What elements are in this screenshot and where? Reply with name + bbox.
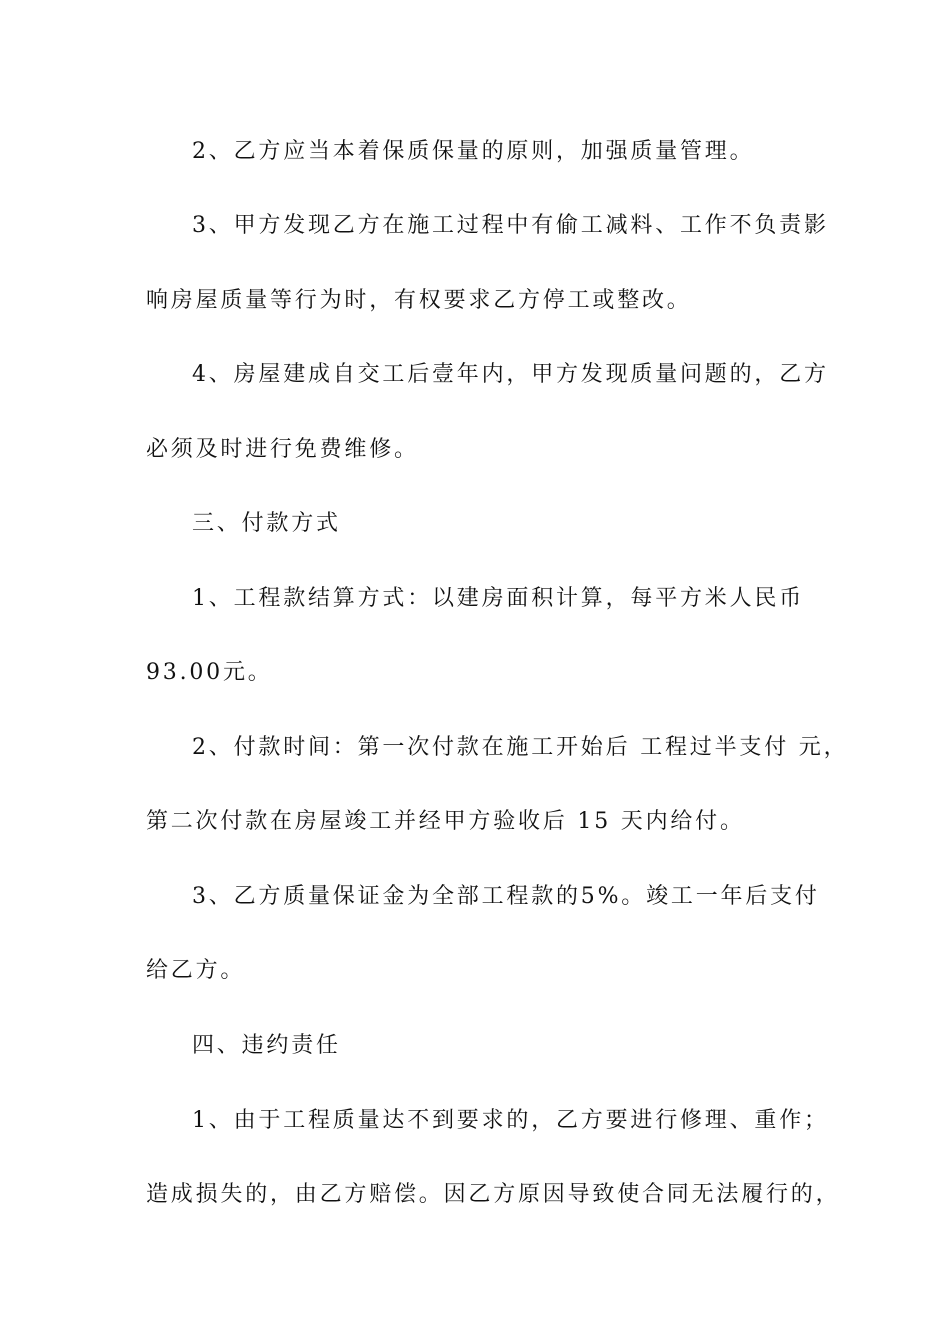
paragraph-line: 给乙方。 <box>146 958 246 983</box>
paragraph-line: 2、乙方应当本着保质保量的原则，加强质量管理。 <box>192 139 755 164</box>
paragraph-line: 第二次付款在房屋竣工并经甲方验收后 15 天内给付。 <box>146 809 745 834</box>
paragraph-line: 3、乙方质量保证金为全部工程款的5%。竣工一年后支付 <box>192 884 820 909</box>
paragraph-line: 3、甲方发现乙方在施工过程中有偷工减料、工作不负责影 <box>192 213 829 238</box>
section-heading: 三、付款方式 <box>192 511 341 536</box>
paragraph-line: 1、由于工程质量达不到要求的，乙方要进行修理、重作； <box>192 1108 829 1133</box>
paragraph-line: 93.00元。 <box>146 660 273 685</box>
paragraph-line: 造成损失的，由乙方赔偿。因乙方原因导致使合同无法履行的， <box>146 1182 841 1207</box>
paragraph-line: 2、付款时间：第一次付款在施工开始后 工程过半支付 元， <box>192 735 849 760</box>
section-heading: 四、违约责任 <box>192 1033 341 1058</box>
paragraph-line: 4、房屋建成自交工后壹年内，甲方发现质量问题的，乙方 <box>192 362 829 387</box>
paragraph-line: 必须及时进行免费维修。 <box>146 437 419 462</box>
paragraph-line: 1、工程款结算方式：以建房面积计算，每平方米人民币 <box>192 586 804 611</box>
paragraph-line: 响房屋质量等行为时，有权要求乙方停工或整改。 <box>146 288 692 313</box>
